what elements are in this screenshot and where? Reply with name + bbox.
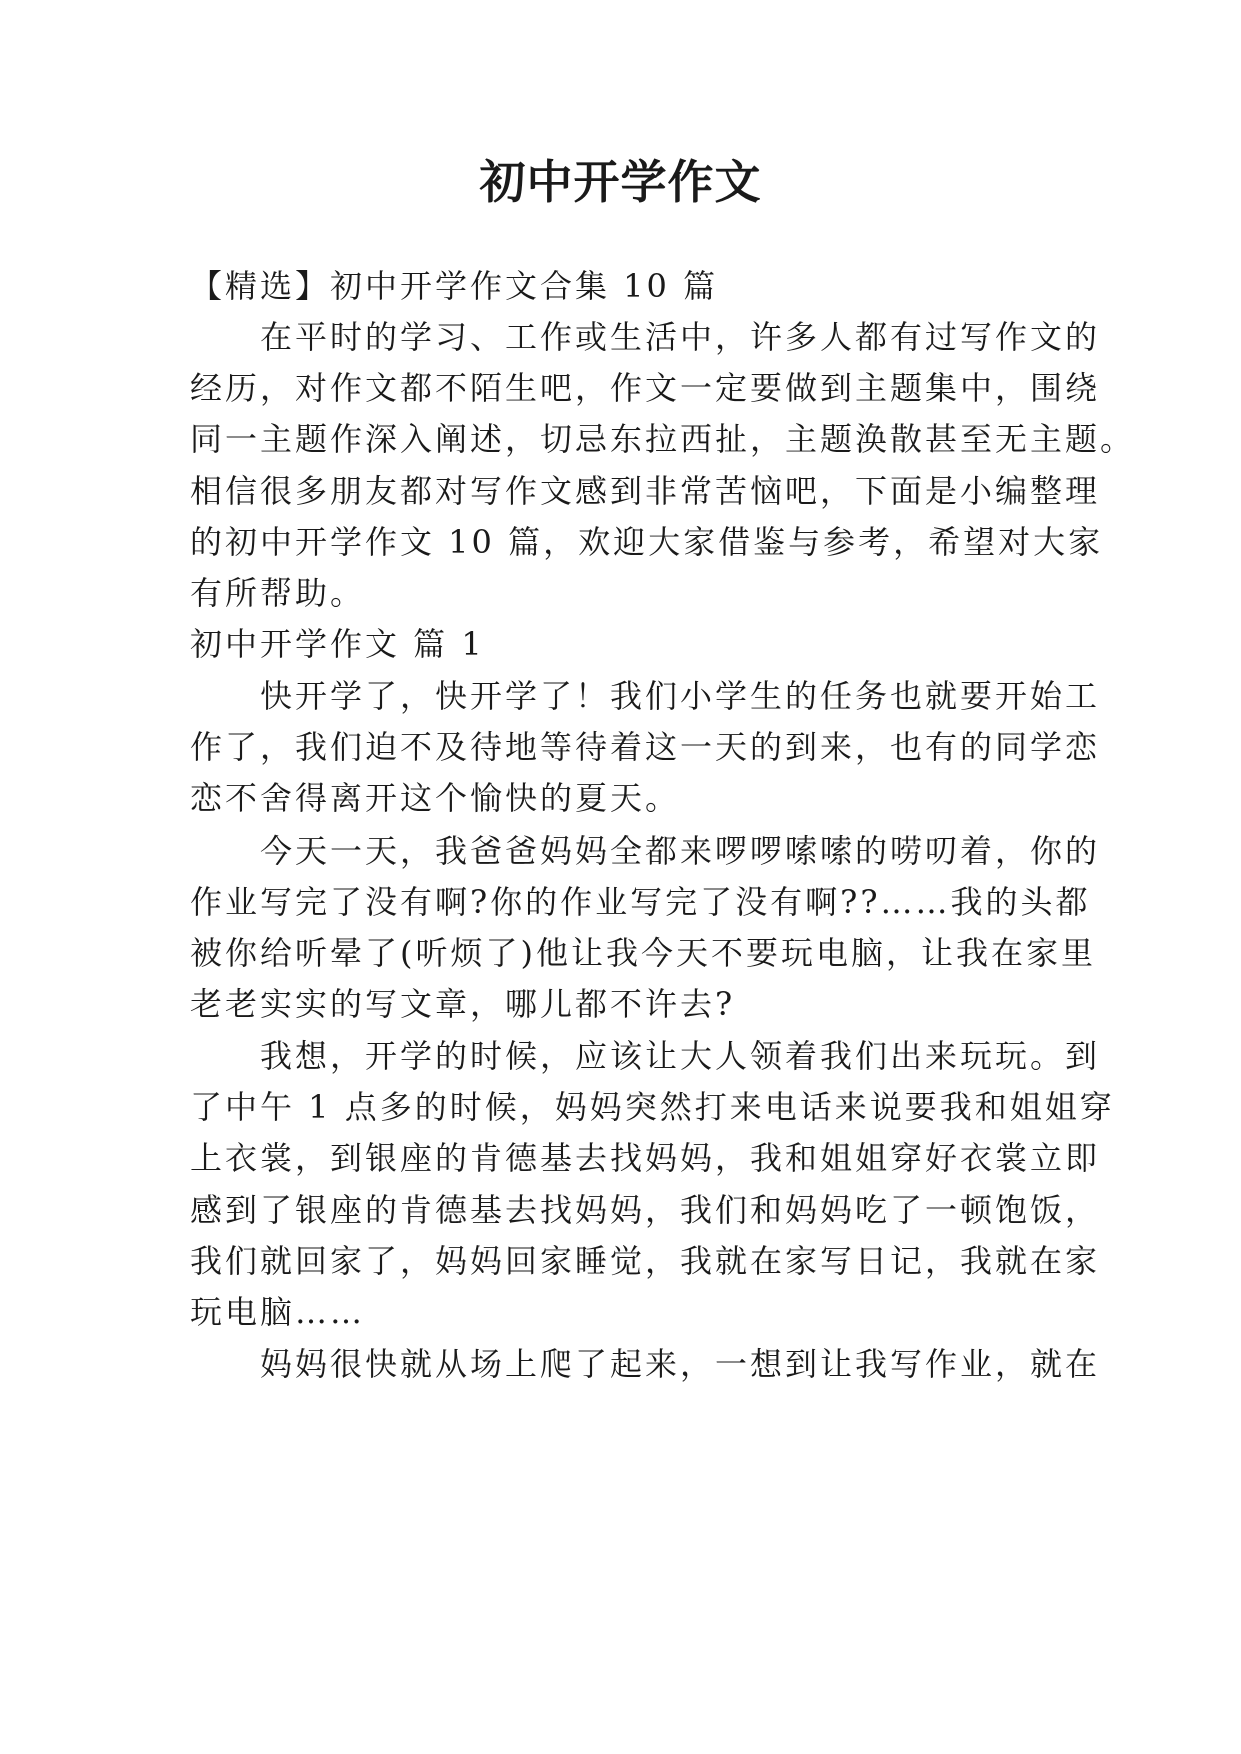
intro-heading: 【精选】初中开学作文合集 10 篇 bbox=[190, 267, 719, 305]
paragraph-line: 今天一天，我爸爸妈妈全都来啰啰嗦嗦的唠叨着，你的 bbox=[190, 832, 1101, 870]
paragraph-line: 作了，我们迫不及待地等待着这一天的到来，也有的同学恋 bbox=[190, 728, 1101, 766]
section-heading: 初中开学作文 篇 1 bbox=[190, 625, 485, 663]
paragraph-line: 了中午 1 点多的时候，妈妈突然打来电话来说要我和姐姐穿 bbox=[190, 1088, 1115, 1126]
paragraph-line: 感到了银座的肯德基去找妈妈，我们和妈妈吃了一顿饱饭， bbox=[190, 1191, 1101, 1229]
paragraph-line: 同一主题作深入阐述，切忌东拉西扯，主题涣散甚至无主题。 bbox=[190, 420, 1136, 458]
paragraph-line: 我们就回家了，妈妈回家睡觉，我就在家写日记，我就在家 bbox=[190, 1242, 1101, 1280]
paragraph-line: 上衣裳，到银座的肯德基去找妈妈，我和姐姐穿好衣裳立即 bbox=[190, 1139, 1101, 1177]
paragraph-line: 老老实实的写文章，哪儿都不许去? bbox=[190, 985, 736, 1023]
paragraph-line: 经历，对作文都不陌生吧，作文一定要做到主题集中，围绕 bbox=[190, 369, 1101, 407]
paragraph-line: 我想，开学的时候，应该让大人领着我们出来玩玩。到 bbox=[190, 1037, 1101, 1075]
paragraph-line: 在平时的学习、工作或生活中，许多人都有过写作文的 bbox=[190, 318, 1101, 356]
paragraph-line: 玩电脑…… bbox=[190, 1293, 366, 1331]
paragraph-line: 作业写完了没有啊?你的作业写完了没有啊??……我的头都 bbox=[190, 883, 1091, 921]
paragraph-line: 的初中开学作文 10 篇，欢迎大家借鉴与参考，希望对大家 bbox=[190, 523, 1104, 561]
paragraph-line: 相信很多朋友都对写作文感到非常苦恼吧，下面是小编整理 bbox=[190, 472, 1101, 510]
paragraph-line: 被你给听晕了(听烦了)他让我今天不要玩电脑，让我在家里 bbox=[190, 934, 1096, 972]
paragraph-line: 有所帮助。 bbox=[190, 574, 366, 612]
paragraph-line: 恋不舍得离开这个愉快的夏天。 bbox=[190, 779, 681, 817]
paragraph-line: 快开学了，快开学了！我们小学生的任务也就要开始工 bbox=[190, 677, 1101, 715]
paragraph-line: 妈妈很快就从场上爬了起来，一想到让我写作业，就在 bbox=[190, 1345, 1101, 1383]
document-title: 初中开学作文 bbox=[479, 155, 762, 209]
